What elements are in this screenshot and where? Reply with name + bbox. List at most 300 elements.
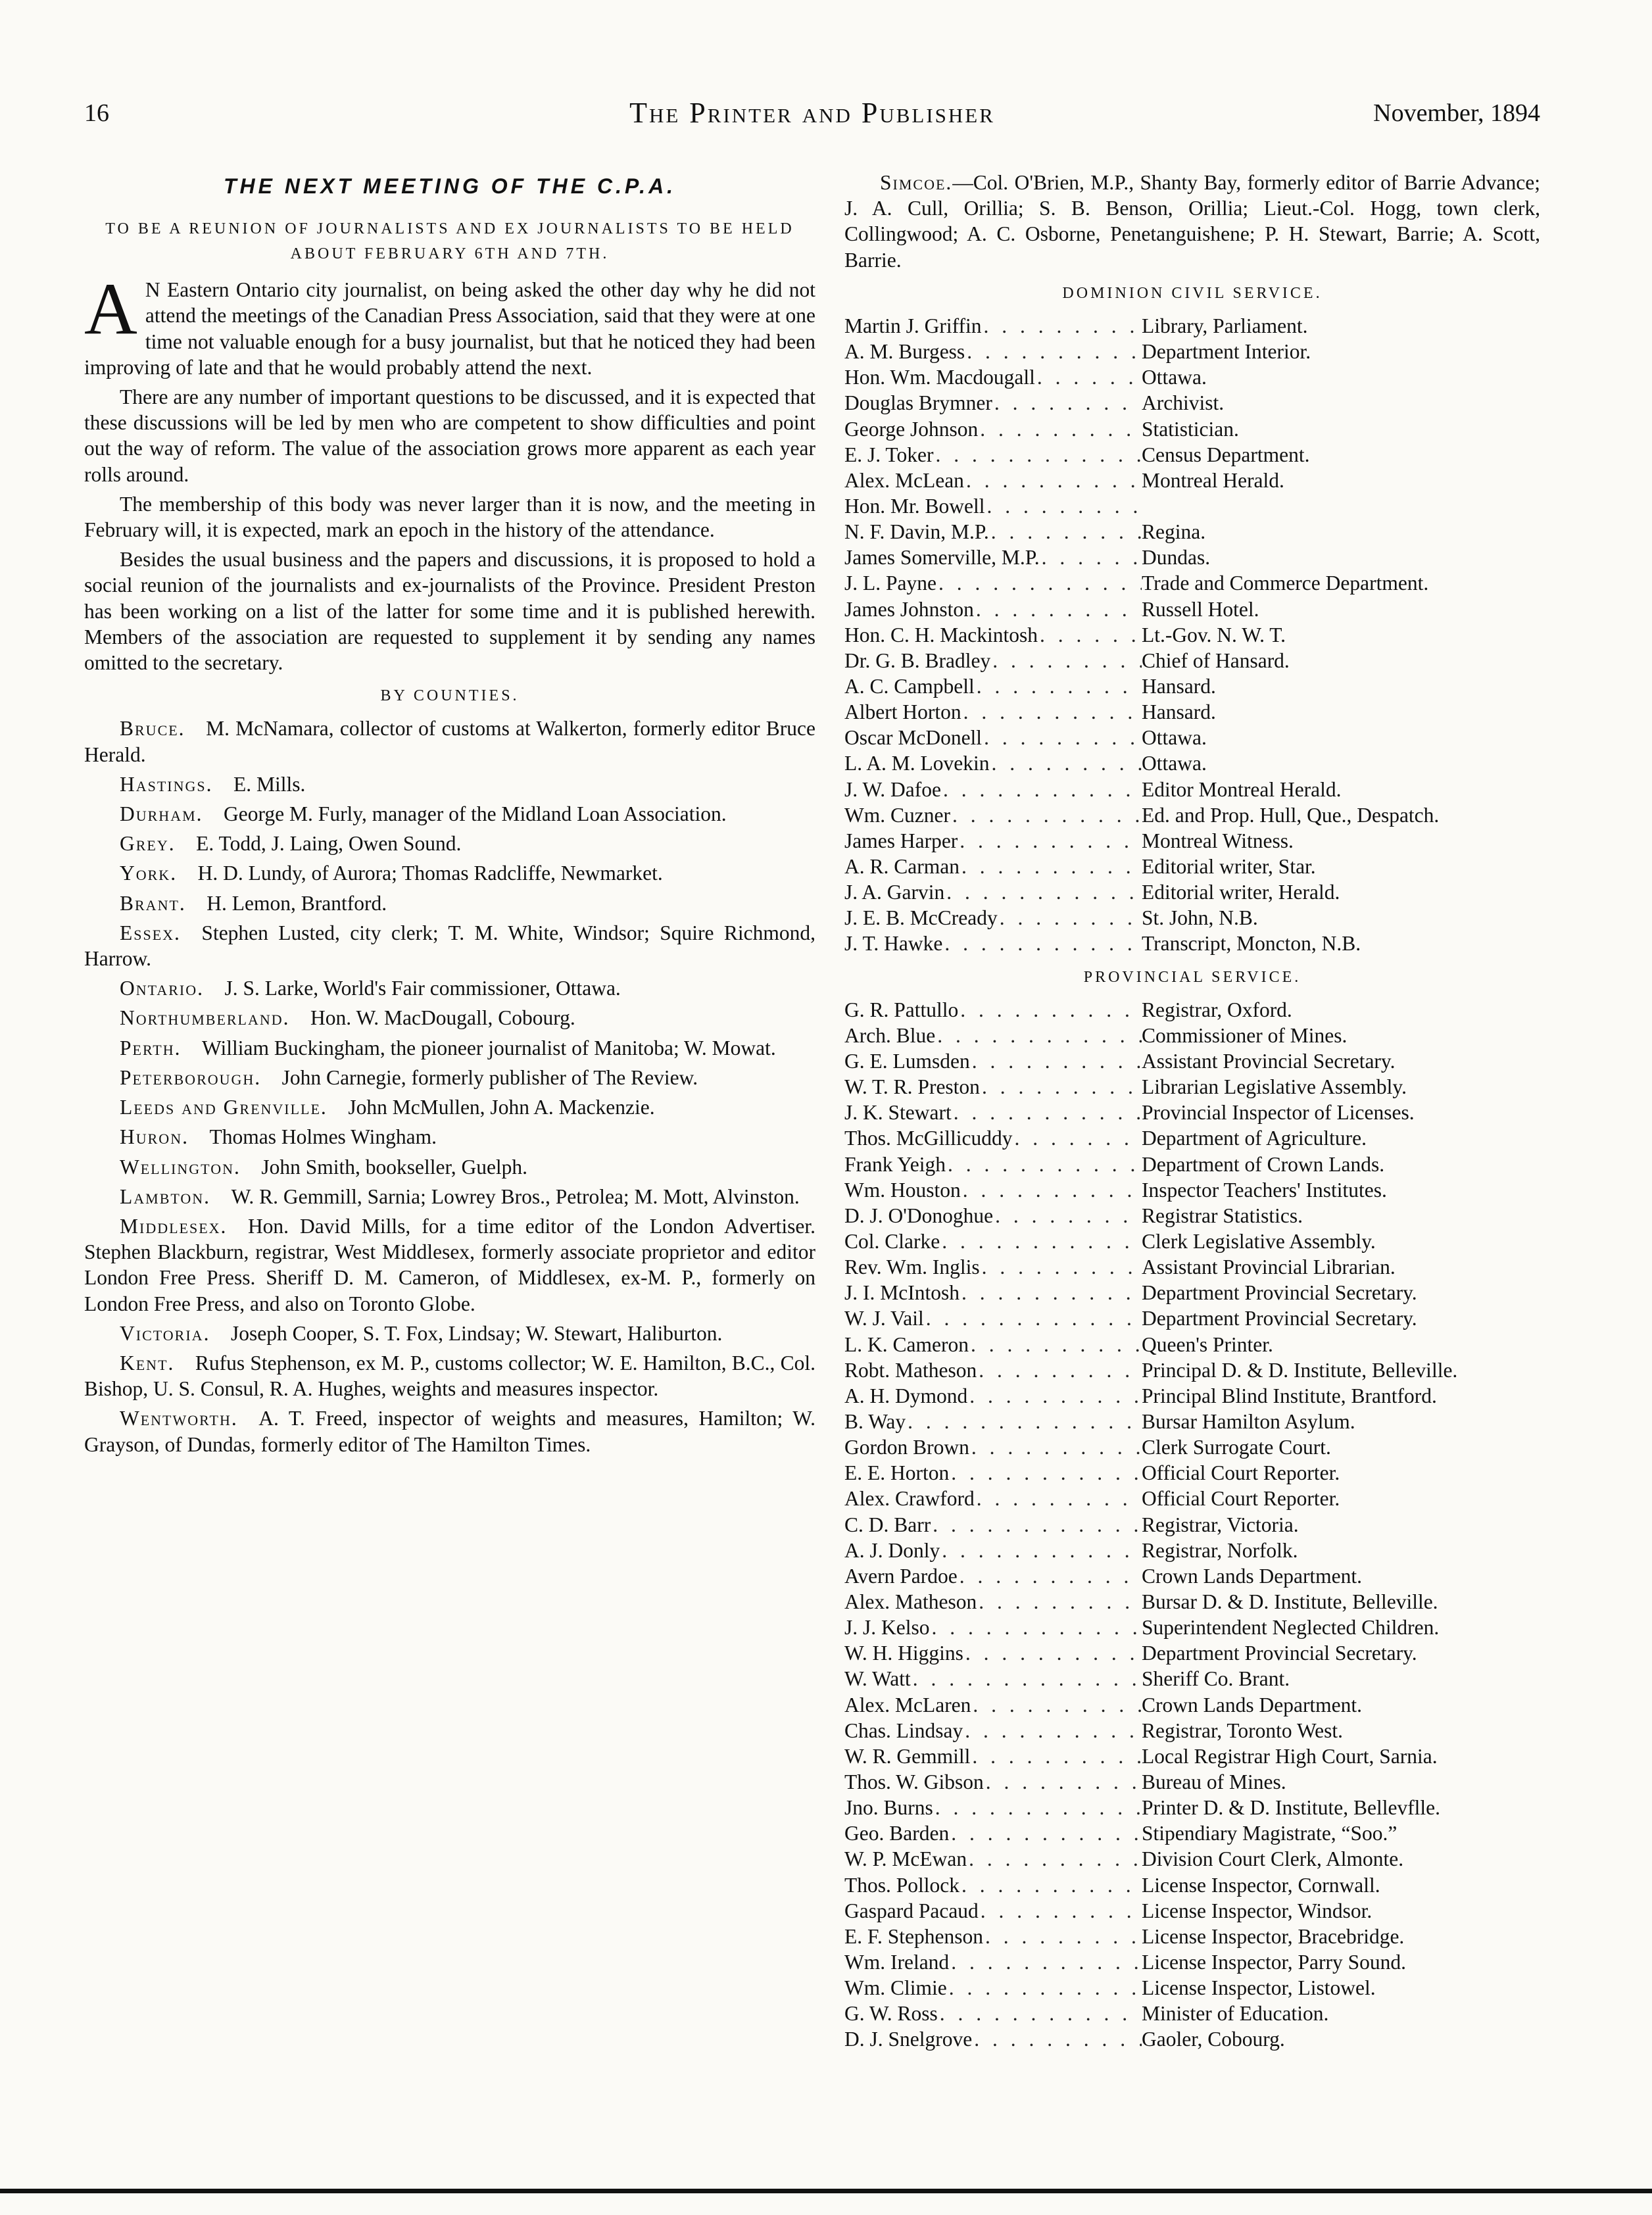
provincial-heading: PROVINCIAL SERVICE.: [1083, 968, 1301, 986]
county-name: Leeds and Grenville.: [120, 1096, 328, 1119]
person-post: Librarian Legislative Assembly.: [1142, 1075, 1407, 1099]
list-item: [844, 1718, 1540, 1743]
person-name: Douglas Brymner: [844, 391, 992, 415]
county-text: Joseph Cooper, S. T. Fox, Lindsay; W. Stewart, Haliburton.: [230, 1321, 723, 1345]
dot-leader: [931, 1512, 1142, 1538]
county-entry: [84, 975, 815, 1001]
list-item: [844, 545, 1540, 570]
person-post: Department of Agriculture.: [1142, 1127, 1367, 1150]
list-item: [844, 1383, 1540, 1409]
dot-leader: [963, 1718, 1142, 1743]
person-post: Archivist.: [1142, 391, 1225, 415]
person-name: E. F. Stephenson: [844, 1924, 983, 1948]
list-item: [844, 1254, 1540, 1280]
county-entry: [84, 1094, 815, 1120]
drop-cap: A: [84, 268, 137, 351]
list-item: [844, 648, 1540, 673]
person-name: Hon. Mr. Bowell: [844, 495, 985, 518]
person-post: Stipendiary Magistrate, “Soo.”: [1142, 1822, 1397, 1845]
dot-leader: [930, 1615, 1142, 1640]
left-column: [84, 170, 815, 1461]
list-item: [844, 596, 1540, 622]
list-item: [844, 622, 1540, 648]
list-item: [844, 390, 1540, 416]
dot-leader: [998, 905, 1142, 931]
person-post: Ottawa.: [1142, 366, 1207, 389]
person-name: W. T. R. Preston: [844, 1075, 980, 1099]
dot-leader: [949, 1820, 1142, 1846]
article-paragraph: The membership of this body was never larger than it is now, and the meeting in February will, it is expected, mark an epoch in the history of the attendance.: [84, 492, 815, 542]
county-entry: [84, 1124, 815, 1150]
person-post: Commissioner of Mines.: [1142, 1023, 1348, 1047]
dot-leader: [1012, 1125, 1142, 1151]
list-item: [844, 313, 1540, 339]
county-text: A. T. Freed, inspector of weights and measures, Hamilton; W. Grayson, of Dundas, formerly editor of The Hamilton Times.: [84, 1407, 815, 1456]
list-item: [844, 1357, 1540, 1383]
list-item: [844, 1820, 1540, 1846]
county-text: J. S. Larke, World's Fair commissioner, Ottawa.: [224, 977, 621, 1000]
list-item: [844, 1743, 1540, 1769]
list-item: [844, 1512, 1540, 1538]
dominion-heading: DOMINION CIVIL SERVICE.: [1062, 284, 1323, 302]
person-post: Registrar, Oxford.: [1142, 998, 1292, 1021]
dot-leader: [911, 1666, 1142, 1692]
person-name: G. R. Pattullo: [844, 998, 959, 1021]
county-text: George M. Furly, manager of the Midland Loan Association.: [224, 802, 727, 826]
list-item: [844, 1692, 1540, 1718]
person-post: Clerk Surrogate Court.: [1142, 1436, 1331, 1459]
list-item: [844, 1486, 1540, 1511]
list-item: [844, 519, 1540, 545]
dot-leader: [978, 416, 1142, 442]
list-item: [844, 879, 1540, 905]
publication-title: The Printer and Publisher: [629, 97, 995, 129]
list-item: [844, 1769, 1540, 1795]
list-item: [844, 1023, 1540, 1048]
person-name: Alex. Crawford: [844, 1487, 975, 1511]
person-post: Registrar, Toronto West.: [1142, 1718, 1344, 1742]
issue-date: November, 1894: [1373, 99, 1540, 127]
article-title: THE NEXT MEETING OF THE C.P.A.: [223, 174, 677, 198]
list-item: [844, 1152, 1540, 1177]
list-item: [844, 1177, 1540, 1203]
person-name: Geo. Barden: [844, 1822, 950, 1845]
county-name: Bruce.: [120, 717, 185, 741]
person-name: Alex. Matheson: [844, 1590, 977, 1613]
county-name: Wentworth.: [120, 1407, 238, 1430]
dot-leader: [975, 673, 1142, 699]
person-post: Local Registrar High Court, Sarnia.: [1142, 1744, 1438, 1768]
county-name: Ontario.: [120, 977, 204, 1000]
list-item: [844, 2026, 1540, 2052]
county-text: Stephen Lusted, city clerk; T. M. White, Windsor; Squire Richmond, Harrow.: [84, 921, 815, 971]
county-name: Grey.: [120, 832, 176, 856]
person-post: Lt.-Gov. N. W. T.: [1142, 623, 1286, 646]
list-item: [844, 442, 1540, 468]
person-post: Bursar D. & D. Institute, Belleville.: [1142, 1590, 1438, 1613]
list-item: [844, 699, 1540, 725]
list-item: [844, 1666, 1540, 1692]
dot-leader: [980, 1254, 1142, 1280]
person-post: Official Court Reporter.: [1142, 1461, 1340, 1485]
person-name: Thos. Pollock: [844, 1873, 960, 1897]
person-post: Census Department.: [1142, 443, 1310, 466]
dot-leader: [961, 1177, 1142, 1203]
county-text: H. D. Lundy, of Aurora; Thomas Radcliffe, Newmarket.: [197, 862, 663, 885]
person-post: License Inspector, Windsor.: [1142, 1899, 1373, 1922]
page-header: [84, 93, 1540, 133]
dot-leader: [942, 931, 1142, 956]
county-text: E. Todd, J. Laing, Owen Sound.: [196, 832, 462, 856]
county-name: Middlesex.: [120, 1214, 228, 1238]
person-name: W. Watt: [844, 1667, 911, 1691]
dot-leader: [985, 493, 1142, 519]
person-name: Gordon Brown: [844, 1436, 969, 1459]
list-item: [844, 750, 1540, 776]
county-name: Peterborough.: [120, 1065, 262, 1089]
dot-leader: [949, 1460, 1142, 1486]
list-item: [844, 1203, 1540, 1229]
dot-leader: [974, 596, 1142, 622]
person-name: Thos. McGillicuddy: [844, 1127, 1013, 1150]
person-post: St. John, N.B.: [1142, 906, 1258, 930]
dot-leader: [940, 1229, 1142, 1254]
dot-leader: [944, 879, 1142, 905]
person-post: Principal D. & D. Institute, Belleville.: [1142, 1358, 1458, 1382]
dot-leader: [967, 1383, 1142, 1409]
county-entry: [84, 860, 815, 886]
dot-leader: [960, 1280, 1142, 1305]
person-name: Wm. Ireland: [844, 1950, 950, 1974]
county-name: Victoria.: [120, 1321, 210, 1345]
person-post: Inspector Teachers' Institutes.: [1142, 1178, 1387, 1202]
county-entry: [84, 1321, 815, 1346]
article-paragraph: Besides the usual business and the papers and discussions, it is proposed to hold a social reunion of the journalists and ex-journalists of the Province. President Preston has been working on a list of the latter for some time and it is published herewith. Members of the association are requested to supplement it by sending any names omitted to the secretary.: [84, 548, 815, 675]
person-name: Thos. W. Gibson: [844, 1770, 984, 1793]
county-entry: [84, 1005, 815, 1031]
dot-leader: [960, 854, 1142, 879]
person-post: License Inspector, Parry Sound.: [1142, 1950, 1407, 1974]
dot-leader: [947, 1975, 1142, 2001]
dot-leader: [958, 997, 1142, 1023]
list-item: [844, 468, 1540, 493]
person-post: Montreal Herald.: [1142, 468, 1284, 492]
person-post: Registrar, Norfolk.: [1142, 1538, 1298, 1562]
person-post: Printer D. & D. Institute, Bellevflle.: [1142, 1796, 1441, 1820]
list-item: [844, 1949, 1540, 1975]
dot-leader: [936, 570, 1142, 596]
person-name: Wm. Cuzner: [844, 803, 950, 827]
dot-leader: [952, 1100, 1142, 1125]
person-name: A. M. Burgess: [844, 340, 965, 364]
dot-leader: [992, 390, 1142, 416]
dot-leader: [1038, 622, 1142, 648]
list-item: [844, 1332, 1540, 1357]
county-entry: [84, 1035, 815, 1061]
person-name: Martin J. Griffin: [844, 314, 982, 338]
county-name: Northumberland.: [120, 1006, 290, 1030]
list-item: [844, 997, 1540, 1023]
county-entry: [84, 1154, 815, 1180]
county-text: William Buckingham, the pioneer journalist of Manitoba; W. Mowat.: [202, 1036, 776, 1059]
person-name: G. W. Ross: [844, 2002, 938, 2026]
person-post: Trade and Commerce Department.: [1142, 572, 1429, 595]
county-name: Brant.: [120, 891, 186, 915]
dot-leader: [940, 1538, 1142, 1563]
county-name: York.: [120, 862, 178, 885]
person-name: Alex. McLaren: [844, 1693, 971, 1716]
list-item: [844, 1305, 1540, 1331]
person-post: Hansard.: [1142, 700, 1216, 724]
list-item: [844, 1100, 1540, 1125]
person-name: Chas. Lindsay: [844, 1718, 963, 1742]
dot-leader: [958, 1563, 1142, 1589]
county-text: Hon. W. MacDougall, Cobourg.: [310, 1006, 575, 1030]
person-post: Library, Parliament.: [1142, 314, 1308, 338]
person-name: B. Way: [844, 1409, 906, 1433]
dot-leader: [967, 1846, 1142, 1872]
list-item: [844, 1229, 1540, 1254]
list-item: [844, 725, 1540, 750]
county-name: Hastings.: [120, 772, 213, 796]
person-post: Assistant Provincial Librarian.: [1142, 1255, 1396, 1279]
person-name: L. K. Cameron: [844, 1332, 969, 1356]
county-entry: [84, 771, 815, 797]
person-name: J. J. Kelso: [844, 1616, 930, 1640]
article-paragraph: There are any number of important questions to be discussed, and it is expected that these discussions will be led by men who are competent to show difficulties and point out the way of reform. The value of the association grows more apparent as each year rolls around.: [84, 385, 815, 486]
person-name: Hon. Wm. Macdougall: [844, 366, 1035, 389]
person-name: J. E. B. McCready: [844, 906, 998, 930]
dot-leader: [990, 750, 1142, 776]
person-post: Assistant Provincial Secretary.: [1142, 1050, 1396, 1073]
dot-leader: [990, 648, 1142, 673]
dot-leader: [963, 1640, 1142, 1666]
person-post: Clerk Legislative Assembly.: [1142, 1230, 1376, 1253]
person-name: W. P. McEwan: [844, 1847, 967, 1871]
person-name: Wm. Houston: [844, 1178, 961, 1202]
dominion-list: [844, 313, 1540, 957]
dot-leader: [958, 828, 1142, 854]
dot-leader: [982, 725, 1142, 750]
list-item: [844, 1846, 1540, 1872]
dot-leader: [924, 1305, 1142, 1331]
person-post: Chief of Hansard.: [1142, 648, 1290, 672]
person-name: Hon. C. H. Mackintosh: [844, 623, 1038, 646]
list-item: [844, 1640, 1540, 1666]
dot-leader: [980, 1074, 1142, 1100]
person-post: Editorial writer, Star.: [1142, 854, 1316, 878]
person-post: Bureau of Mines.: [1142, 1770, 1286, 1793]
person-name: J. K. Stewart: [844, 1101, 952, 1125]
list-item: [844, 1460, 1540, 1486]
person-post: Bursar Hamilton Asylum.: [1142, 1409, 1355, 1433]
dot-leader: [1040, 545, 1142, 570]
list-item: [844, 1563, 1540, 1589]
county-name: Kent.: [120, 1351, 175, 1375]
person-post: License Inspector, Bracebridge.: [1142, 1924, 1405, 1948]
person-name: Wm. Climie: [844, 1976, 947, 2000]
list-item: [844, 1589, 1540, 1615]
person-name: J. T. Hawke: [844, 932, 943, 956]
county-text: Rufus Stephenson, ex M. P., customs collector; W. E. Hamilton, B.C., Col. Bishop, U. S. Consul, R. A. Hughes, weights and measures inspector.: [84, 1351, 815, 1401]
person-post: Department Provincial Secretary.: [1142, 1307, 1417, 1330]
county-entry: [84, 831, 815, 856]
dot-leader: [977, 1589, 1142, 1615]
dot-leader: [933, 1795, 1142, 1820]
list-item: [844, 416, 1540, 442]
dot-leader: [949, 1949, 1142, 1975]
person-name: G. E. Lumsden: [844, 1050, 970, 1073]
county-entry: [84, 1184, 815, 1209]
dot-leader: [971, 1692, 1142, 1718]
person-post: Registrar, Victoria.: [1142, 1513, 1299, 1536]
dot-leader: [969, 1332, 1142, 1357]
person-post: Statistician.: [1142, 417, 1239, 441]
county-text: John Carnegie, formerly publisher of The Review.: [281, 1065, 698, 1089]
person-post: Department Provincial Secretary.: [1142, 1281, 1417, 1305]
list-item: [844, 339, 1540, 364]
list-item: [844, 802, 1540, 828]
list-item: [844, 1872, 1540, 1898]
county-entry: [84, 1213, 815, 1317]
county-entry: [84, 716, 815, 767]
dot-leader: [984, 1769, 1142, 1795]
list-item: [844, 1074, 1540, 1100]
dot-leader: [970, 1743, 1142, 1769]
dot-leader: [965, 339, 1142, 364]
person-post: Crown Lands Department.: [1142, 1693, 1363, 1716]
county-text: Hon. David Mills, for a time editor of the London Advertiser. Stephen Blackburn, registrar, West Middlesex, formerly associate proprietor and editor London Free Press. Sheriff D. M. Cameron, of Middlesex, ex-M. P., formerly on London Free Press, and also on Toronto Globe.: [84, 1214, 815, 1315]
provincial-list: [844, 997, 1540, 2053]
list-item: [844, 1434, 1540, 1460]
person-post: Ottawa.: [1142, 726, 1207, 750]
person-post: Ottawa.: [1142, 752, 1207, 775]
list-item: [844, 1795, 1540, 1820]
dot-leader: [972, 2026, 1142, 2052]
county-name: Durham.: [120, 802, 203, 826]
list-item: [844, 1538, 1540, 1563]
dot-leader: [906, 1409, 1142, 1434]
person-post: License Inspector, Listowel.: [1142, 1976, 1376, 2000]
list-item: [844, 1048, 1540, 1074]
county-text: Thomas Holmes Wingham.: [209, 1125, 437, 1149]
dot-leader: [941, 777, 1142, 802]
person-post: Dundas.: [1142, 546, 1211, 570]
person-post: Official Court Reporter.: [1142, 1487, 1340, 1511]
list-item: [844, 1125, 1540, 1151]
person-post: Minister of Education.: [1142, 2002, 1329, 2026]
county-name: Simcoe.: [880, 171, 953, 194]
dot-leader: [975, 1486, 1142, 1511]
list-item: [844, 854, 1540, 879]
article-subtitle: TO BE A REUNION OF JOURNALISTS AND EX JOURNALISTS TO BE HELD ABOUT FEBRUARY 6TH AND 7TH.: [105, 220, 794, 263]
person-name: J. A. Garvin: [844, 881, 945, 904]
person-post: Ed. and Prop. Hull, Que., Despatch.: [1142, 803, 1440, 827]
county-entry-simcoe: [844, 170, 1540, 273]
dot-leader: [961, 699, 1142, 725]
page-number: 16: [84, 99, 109, 127]
county-entry: [84, 1065, 815, 1090]
person-name: Oscar McDonell: [844, 726, 983, 750]
dot-leader: [977, 1357, 1142, 1383]
person-name: Arch. Blue: [844, 1023, 936, 1047]
person-name: Robt. Matheson: [844, 1358, 977, 1382]
county-entry: [84, 890, 815, 916]
person-post: Hansard.: [1142, 674, 1216, 698]
person-name: E. J. Toker: [844, 443, 934, 466]
person-name: Rev. Wm. Inglis: [844, 1255, 980, 1279]
county-name: Lambton.: [120, 1184, 211, 1208]
county-entry: [84, 801, 815, 827]
person-name: James Johnston: [844, 597, 974, 621]
list-item: [844, 1924, 1540, 1949]
person-post: Principal Blind Institute, Brantford.: [1142, 1384, 1437, 1407]
person-name: Col. Clarke: [844, 1230, 940, 1253]
person-post: Editorial writer, Herald.: [1142, 881, 1340, 904]
person-name: James Somerville, M.P.: [844, 546, 1040, 570]
dot-leader: [960, 1872, 1142, 1898]
person-post: Registrar Statistics.: [1142, 1204, 1303, 1227]
list-item: [844, 673, 1540, 699]
dot-leader: [946, 1152, 1142, 1177]
person-post: Department of Crown Lands.: [1142, 1152, 1385, 1176]
person-post: Department Interior.: [1142, 340, 1311, 364]
person-post: Superintendent Neglected Children.: [1142, 1616, 1440, 1640]
article-paragraph: A N Eastern Ontario city journalist, on being asked the other day why he did not attend the meetings of the Canadian Press Association, said that they were at one time not valuable enough for a busy journalist, but that he noticed they had been improving of late and that he would probably attend the next.: [84, 268, 815, 379]
dot-leader: [970, 1048, 1142, 1074]
dot-leader: [964, 468, 1142, 493]
person-post: Regina.: [1142, 520, 1206, 544]
dot-leader: [1035, 364, 1142, 390]
dot-leader: [935, 1023, 1142, 1048]
dot-leader: [983, 1924, 1142, 1949]
person-post: License Inspector, Cornwall.: [1142, 1873, 1380, 1897]
person-post: Division Court Clerk, Almonte.: [1142, 1847, 1404, 1871]
dot-leader: [969, 1434, 1142, 1460]
list-item: [844, 1409, 1540, 1434]
list-item: [844, 931, 1540, 956]
person-post: Queen's Printer.: [1142, 1332, 1273, 1356]
county-entry: [84, 1405, 815, 1457]
person-name: D. J. Snelgrove: [844, 2028, 973, 2051]
county-name: Wellington.: [120, 1155, 241, 1179]
dot-leader: [950, 802, 1142, 828]
person-post: Gaoler, Cobourg.: [1142, 2028, 1285, 2051]
county-name: Perth.: [120, 1036, 182, 1059]
county-text: John McMullen, John A. Mackenzie.: [348, 1096, 655, 1119]
list-item: [844, 828, 1540, 854]
list-item: [844, 2001, 1540, 2026]
person-name: W. R. Gemmill: [844, 1744, 971, 1768]
list-item: [844, 777, 1540, 802]
person-post: Department Provincial Secretary.: [1142, 1642, 1417, 1665]
dot-leader: [938, 2001, 1142, 2026]
person-post: Provincial Inspector of Licenses.: [1142, 1101, 1415, 1125]
person-post: Sheriff Co. Brant.: [1142, 1667, 1290, 1691]
county-text: —Col. O'Brien, M.P., Shanty Bay, formerly editor of Barrie Advance; J. A. Cull, Orillia; S. B. Benson, Orillia; Lieut.-Col. Hogg, town clerk, Collingwood; A. C. Osborne, Penetanguishene; P. H. Stewart, Barrie; A. Scott, Barrie.: [844, 171, 1540, 272]
person-name: J. I. McIntosh: [844, 1281, 960, 1305]
dot-leader: [933, 442, 1142, 468]
person-name: J. L. Payne: [844, 572, 936, 595]
counties-list: [84, 716, 815, 1457]
county-text: E. Mills.: [233, 772, 306, 796]
person-name: Albert Horton: [844, 700, 961, 724]
person-name: D. J. O'Donoghue: [844, 1204, 994, 1227]
list-item: [844, 1898, 1540, 1924]
list-item: [844, 905, 1540, 931]
county-name: Huron.: [120, 1125, 189, 1149]
person-post: Russell Hotel.: [1142, 597, 1259, 621]
